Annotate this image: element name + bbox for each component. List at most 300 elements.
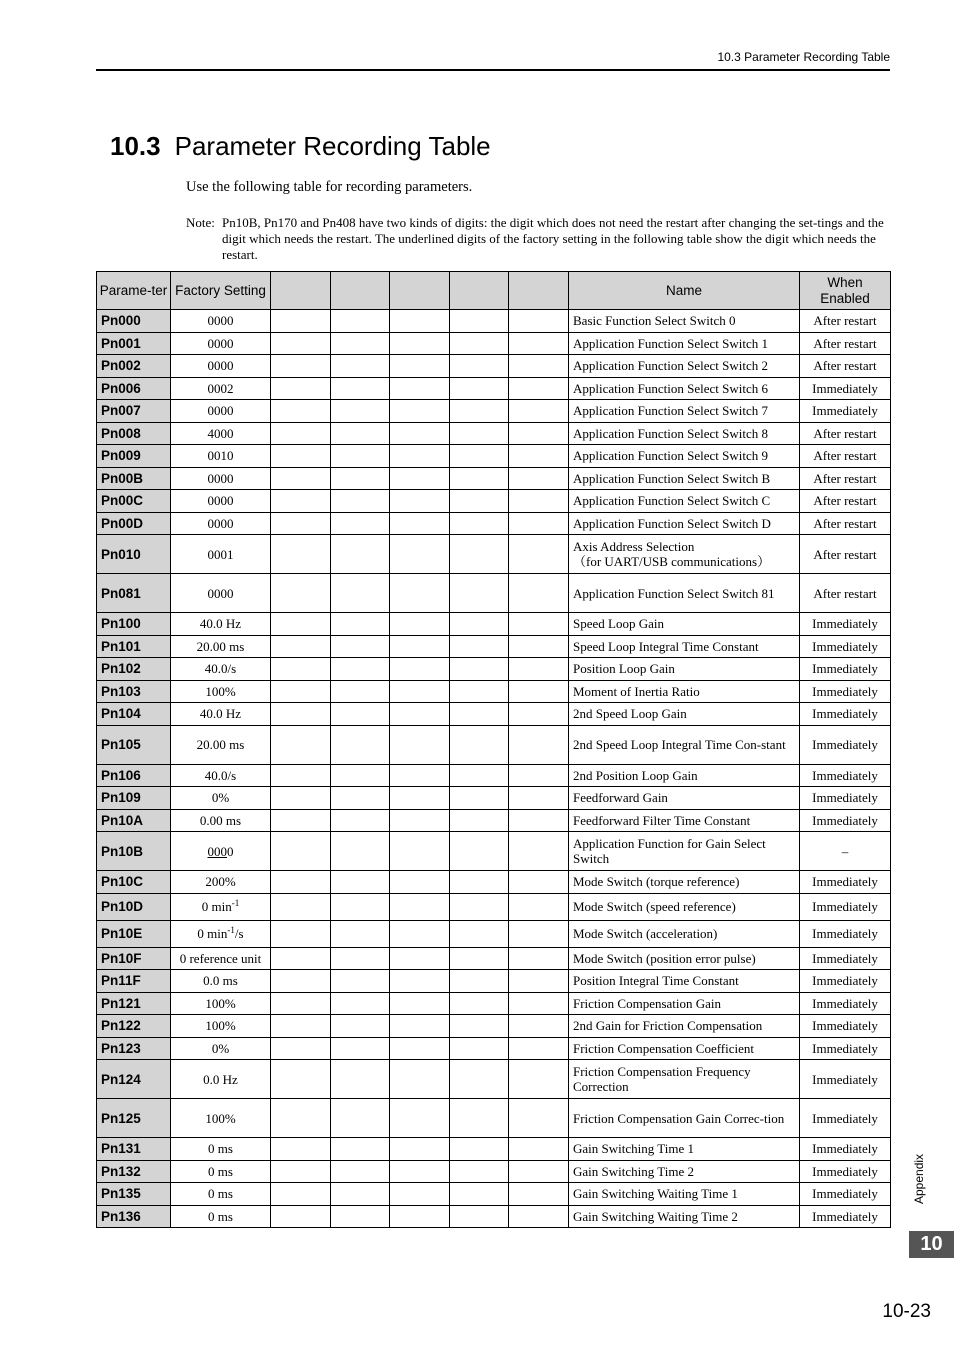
record-cell: [450, 377, 509, 400]
record-cell: [271, 490, 331, 513]
parameter-cell: Pn10A: [97, 809, 171, 832]
record-cell: [390, 1037, 450, 1060]
header-blank: [271, 272, 331, 310]
record-cell: [450, 871, 509, 894]
factory-setting-cell: 0000: [171, 332, 271, 355]
factory-setting-cell: 0000: [171, 400, 271, 423]
factory-setting-cell: 20.00 ms: [171, 635, 271, 658]
record-cell: [390, 725, 450, 764]
record-cell: [331, 377, 390, 400]
record-cell: [509, 467, 569, 490]
record-cell: [271, 787, 331, 810]
record-cell: [331, 764, 390, 787]
record-cell: [390, 635, 450, 658]
table-row: [97, 332, 891, 355]
record-cell: [271, 680, 331, 703]
when-enabled-cell: After restart: [800, 445, 891, 468]
when-enabled-cell: After restart: [800, 535, 891, 574]
record-cell: [390, 310, 450, 333]
record-cell: [509, 332, 569, 355]
record-cell: [450, 422, 509, 445]
factory-setting-cell: 40.0 Hz: [171, 613, 271, 636]
parameter-cell: Pn009: [97, 445, 171, 468]
record-cell: [331, 1138, 390, 1161]
header-blank: [509, 272, 569, 310]
record-cell: [331, 992, 390, 1015]
record-cell: [390, 1060, 450, 1099]
record-cell: [390, 377, 450, 400]
record-cell: [509, 970, 569, 993]
parameter-cell: Pn010: [97, 535, 171, 574]
table-row: [97, 871, 891, 894]
table-row: [97, 490, 891, 513]
name-cell: Application Function Select Switch B: [569, 467, 800, 490]
record-cell: [450, 893, 509, 920]
when-enabled-cell: Immediately: [800, 787, 891, 810]
record-cell: [331, 893, 390, 920]
section-number: 10.3: [110, 131, 161, 161]
record-cell: [450, 1138, 509, 1161]
factory-setting-cell: 4000: [171, 422, 271, 445]
parameter-cell: Pn123: [97, 1037, 171, 1060]
parameter-cell: Pn10D: [97, 893, 171, 920]
header-blank: [331, 272, 390, 310]
parameter-cell: Pn125: [97, 1099, 171, 1138]
record-cell: [509, 1138, 569, 1161]
record-cell: [331, 1205, 390, 1228]
table-row: [97, 725, 891, 764]
when-enabled-cell: After restart: [800, 467, 891, 490]
parameter-cell: Pn105: [97, 725, 171, 764]
table-row: [97, 1060, 891, 1099]
name-cell: Application Function Select Switch D: [569, 512, 800, 535]
record-cell: [390, 809, 450, 832]
record-cell: [331, 970, 390, 993]
table-row: [97, 1099, 891, 1138]
when-enabled-cell: Immediately: [800, 893, 891, 920]
parameter-cell: Pn007: [97, 400, 171, 423]
intro-text: Use the following table for recording parameters.: [186, 179, 473, 195]
record-cell: [450, 1015, 509, 1038]
parameter-cell: Pn136: [97, 1205, 171, 1228]
parameter-cell: Pn100: [97, 613, 171, 636]
factory-setting-cell: 0 ms: [171, 1160, 271, 1183]
when-enabled-cell: After restart: [800, 422, 891, 445]
record-cell: [450, 332, 509, 355]
record-cell: [271, 467, 331, 490]
record-cell: [450, 809, 509, 832]
factory-setting-cell: 0 ms: [171, 1205, 271, 1228]
factory-setting-cell: 40.0 Hz: [171, 703, 271, 726]
record-cell: [390, 680, 450, 703]
factory-setting-cell: 0000: [171, 574, 271, 613]
table-row: [97, 1037, 891, 1060]
record-cell: [271, 764, 331, 787]
parameter-cell: Pn104: [97, 703, 171, 726]
record-cell: [271, 725, 331, 764]
name-cell: 2nd Speed Loop Integral Time Con-stant: [569, 725, 800, 764]
record-cell: [509, 832, 569, 871]
when-enabled-cell: Immediately: [800, 658, 891, 681]
record-cell: [271, 535, 331, 574]
record-cell: [450, 680, 509, 703]
parameter-cell: Pn132: [97, 1160, 171, 1183]
record-cell: [509, 445, 569, 468]
name-cell: Gain Switching Waiting Time 1: [569, 1183, 800, 1206]
name-cell: Position Loop Gain: [569, 658, 800, 681]
record-cell: [331, 490, 390, 513]
when-enabled-cell: Immediately: [800, 635, 891, 658]
record-cell: [331, 1183, 390, 1206]
record-cell: [271, 809, 331, 832]
record-cell: [331, 1099, 390, 1138]
record-cell: [271, 1205, 331, 1228]
section-title: [110, 131, 491, 162]
record-cell: [450, 490, 509, 513]
record-cell: [271, 445, 331, 468]
factory-setting-cell: 200%: [171, 871, 271, 894]
record-cell: [271, 871, 331, 894]
record-cell: [509, 512, 569, 535]
when-enabled-cell: After restart: [800, 512, 891, 535]
record-cell: [331, 512, 390, 535]
name-cell: Moment of Inertia Ratio: [569, 680, 800, 703]
factory-setting-cell: 0%: [171, 1037, 271, 1060]
record-cell: [331, 809, 390, 832]
factory-setting-cell: 0%: [171, 787, 271, 810]
table-row: [97, 1138, 891, 1161]
when-enabled-cell: Immediately: [800, 1037, 891, 1060]
record-cell: [390, 355, 450, 378]
parameter-cell: Pn10C: [97, 871, 171, 894]
parameter-cell: Pn10F: [97, 947, 171, 970]
record-cell: [390, 947, 450, 970]
name-cell: Basic Function Select Switch 0: [569, 310, 800, 333]
table-row: [97, 400, 891, 423]
record-cell: [271, 1183, 331, 1206]
record-cell: [450, 445, 509, 468]
table-row: [97, 787, 891, 810]
record-cell: [509, 355, 569, 378]
record-cell: [331, 680, 390, 703]
record-cell: [271, 1037, 331, 1060]
record-cell: [331, 871, 390, 894]
factory-setting-cell: 0000: [171, 467, 271, 490]
record-cell: [331, 635, 390, 658]
factory-setting-cell: 0 ms: [171, 1138, 271, 1161]
header-parameter: Parame-ter: [97, 272, 171, 310]
when-enabled-cell: Immediately: [800, 920, 891, 947]
name-cell: Application Function Select Switch 2: [569, 355, 800, 378]
table-row: [97, 574, 891, 613]
record-cell: [271, 1099, 331, 1138]
when-enabled-cell: Immediately: [800, 400, 891, 423]
table-row: [97, 613, 891, 636]
when-enabled-cell: Immediately: [800, 947, 891, 970]
record-cell: [271, 332, 331, 355]
name-cell: Speed Loop Gain: [569, 613, 800, 636]
header-blank: [390, 272, 450, 310]
factory-setting-cell: 0000: [171, 512, 271, 535]
when-enabled-cell: Immediately: [800, 764, 891, 787]
factory-setting-cell: 20.00 ms: [171, 725, 271, 764]
parameter-cell: Pn106: [97, 764, 171, 787]
when-enabled-cell: After restart: [800, 355, 891, 378]
parameter-cell: Pn001: [97, 332, 171, 355]
record-cell: [331, 332, 390, 355]
when-enabled-cell: After restart: [800, 574, 891, 613]
factory-setting-cell: 0 reference unit: [171, 947, 271, 970]
table-row: [97, 512, 891, 535]
table-row: [97, 1015, 891, 1038]
table-row: [97, 310, 891, 333]
table-row: [97, 658, 891, 681]
record-cell: [331, 422, 390, 445]
record-cell: [271, 512, 331, 535]
record-cell: [390, 1099, 450, 1138]
table-row: [97, 422, 891, 445]
record-cell: [331, 1015, 390, 1038]
table-row: [97, 992, 891, 1015]
factory-setting-cell: 40.0/s: [171, 764, 271, 787]
record-cell: [271, 703, 331, 726]
record-cell: [390, 764, 450, 787]
record-cell: [331, 832, 390, 871]
record-cell: [450, 764, 509, 787]
record-cell: [509, 787, 569, 810]
record-cell: [450, 1099, 509, 1138]
record-cell: [390, 574, 450, 613]
record-cell: [450, 355, 509, 378]
factory-setting-cell: 100%: [171, 1015, 271, 1038]
factory-setting-cell: 0.00 ms: [171, 809, 271, 832]
record-cell: [331, 658, 390, 681]
record-cell: [390, 445, 450, 468]
record-cell: [509, 1037, 569, 1060]
record-cell: [390, 422, 450, 445]
record-cell: [271, 947, 331, 970]
name-line: Axis Address Selection: [573, 539, 695, 554]
parameter-cell: Pn006: [97, 377, 171, 400]
record-cell: [509, 422, 569, 445]
parameter-cell: Pn002: [97, 355, 171, 378]
record-cell: [450, 1205, 509, 1228]
record-cell: [450, 400, 509, 423]
record-cell: [271, 832, 331, 871]
name-cell: 2nd Position Loop Gain: [569, 764, 800, 787]
name-cell: Application Function Select Switch 8: [569, 422, 800, 445]
record-cell: [509, 725, 569, 764]
factory-setting-cell: 0000: [171, 355, 271, 378]
name-cell: Gain Switching Waiting Time 2: [569, 1205, 800, 1228]
record-cell: [509, 1183, 569, 1206]
table-row: [97, 764, 891, 787]
parameter-cell: Pn10E: [97, 920, 171, 947]
table-row: [97, 893, 891, 920]
parameter-cell: Pn101: [97, 635, 171, 658]
factory-setting-cell: 0010: [171, 445, 271, 468]
name-cell: Mode Switch (acceleration): [569, 920, 800, 947]
chapter-tab: 10: [909, 1231, 954, 1258]
record-cell: [331, 1060, 390, 1099]
when-enabled-cell: Immediately: [800, 992, 891, 1015]
when-enabled-cell: Immediately: [800, 1160, 891, 1183]
record-cell: [450, 1037, 509, 1060]
name-cell: Application Function Select Switch 6: [569, 377, 800, 400]
record-cell: [271, 658, 331, 681]
parameter-cell: Pn109: [97, 787, 171, 810]
record-cell: [331, 725, 390, 764]
name-cell: Application Function Select Switch 81: [569, 574, 800, 613]
table-row: [97, 832, 891, 871]
factory-setting-cell: 0002: [171, 377, 271, 400]
record-cell: [390, 1138, 450, 1161]
fs-base: 0 min: [197, 926, 228, 941]
factory-setting-cell: 0 ms: [171, 1183, 271, 1206]
record-cell: [450, 703, 509, 726]
parameter-cell: Pn081: [97, 574, 171, 613]
name-cell: Friction Compensation Frequency Correction: [569, 1060, 800, 1099]
table-row: [97, 947, 891, 970]
factory-setting-cell: 100%: [171, 680, 271, 703]
record-cell: [509, 400, 569, 423]
when-enabled-cell: Immediately: [800, 725, 891, 764]
header-name: Name: [569, 272, 800, 310]
record-cell: [331, 310, 390, 333]
record-cell: [271, 893, 331, 920]
factory-setting-cell: 40.0/s: [171, 658, 271, 681]
factory-setting-cell: 0001: [171, 535, 271, 574]
factory-setting-cell: 0.0 Hz: [171, 1060, 271, 1099]
record-cell: [390, 512, 450, 535]
record-cell: [450, 920, 509, 947]
parameter-cell: Pn131: [97, 1138, 171, 1161]
record-cell: [450, 1060, 509, 1099]
parameter-cell: Pn008: [97, 422, 171, 445]
record-cell: [450, 635, 509, 658]
name-cell: Application Function Select Switch C: [569, 490, 800, 513]
table-row: [97, 970, 891, 993]
record-cell: [509, 1160, 569, 1183]
note: [186, 215, 886, 263]
name-cell: Mode Switch (speed reference): [569, 893, 800, 920]
when-enabled-cell: Immediately: [800, 613, 891, 636]
record-cell: [331, 355, 390, 378]
record-cell: [509, 703, 569, 726]
table-row: [97, 1205, 891, 1228]
parameter-cell: Pn10B: [97, 832, 171, 871]
fs-tail: /s: [234, 926, 244, 941]
parameter-cell: Pn00C: [97, 490, 171, 513]
record-cell: [331, 920, 390, 947]
when-enabled-cell: After restart: [800, 310, 891, 333]
record-cell: [390, 1015, 450, 1038]
record-cell: [390, 920, 450, 947]
name-cell: Friction Compensation Gain Correc-tion: [569, 1099, 800, 1138]
table-row: [97, 535, 891, 574]
name-cell: Application Function for Gain Select Switch: [569, 832, 800, 871]
record-cell: [509, 947, 569, 970]
record-cell: [450, 310, 509, 333]
record-cell: [390, 992, 450, 1015]
fs-base: 0 min: [201, 899, 232, 914]
record-cell: [390, 658, 450, 681]
name-cell: Gain Switching Time 1: [569, 1138, 800, 1161]
name-cell: Friction Compensation Coefficient: [569, 1037, 800, 1060]
name-cell: Friction Compensation Gain: [569, 992, 800, 1015]
table-row: [97, 467, 891, 490]
name-cell: Feedforward Filter Time Constant: [569, 809, 800, 832]
record-cell: [509, 310, 569, 333]
record-cell: [271, 920, 331, 947]
parameter-cell: Pn00B: [97, 467, 171, 490]
when-enabled-cell: Immediately: [800, 377, 891, 400]
record-cell: [331, 535, 390, 574]
table-row: [97, 635, 891, 658]
record-cell: [390, 1205, 450, 1228]
record-cell: [450, 613, 509, 636]
record-cell: [331, 445, 390, 468]
record-cell: [450, 970, 509, 993]
when-enabled-cell: Immediately: [800, 1183, 891, 1206]
fs-exponent: -1: [227, 925, 235, 935]
factory-setting-cell: 0000: [171, 490, 271, 513]
record-cell: [509, 635, 569, 658]
when-enabled-cell: Immediately: [800, 871, 891, 894]
record-cell: [390, 535, 450, 574]
record-cell: [390, 332, 450, 355]
record-cell: [271, 1060, 331, 1099]
record-cell: [390, 400, 450, 423]
record-cell: [450, 467, 509, 490]
record-cell: [509, 764, 569, 787]
when-enabled-cell: Immediately: [800, 1015, 891, 1038]
record-cell: [509, 809, 569, 832]
factory-setting-cell: [171, 920, 271, 947]
header-blank: [450, 272, 509, 310]
parameter-cell: Pn121: [97, 992, 171, 1015]
when-enabled-cell: Immediately: [800, 680, 891, 703]
record-cell: [331, 1037, 390, 1060]
table-row: [97, 355, 891, 378]
when-enabled-cell: –: [800, 832, 891, 871]
parameter-cell: Pn11F: [97, 970, 171, 993]
record-cell: [331, 787, 390, 810]
record-cell: [509, 1015, 569, 1038]
record-cell: [450, 512, 509, 535]
note-label: Note:: [186, 215, 215, 230]
record-cell: [450, 832, 509, 871]
section-title-text: Parameter Recording Table: [174, 131, 491, 161]
record-cell: [509, 1060, 569, 1099]
record-cell: [390, 970, 450, 993]
name-cell: 2nd Gain for Friction Compensation: [569, 1015, 800, 1038]
immediate-digit: 0: [227, 843, 234, 859]
record-cell: [509, 613, 569, 636]
name-cell: Mode Switch (torque reference): [569, 871, 800, 894]
record-cell: [331, 400, 390, 423]
record-cell: [390, 490, 450, 513]
name-cell: Application Function Select Switch 7: [569, 400, 800, 423]
record-cell: [390, 1183, 450, 1206]
name-line: （for UART/USB communications）: [573, 554, 771, 569]
record-cell: [390, 1160, 450, 1183]
record-cell: [509, 490, 569, 513]
record-cell: [509, 1205, 569, 1228]
table-row: [97, 377, 891, 400]
page-number: 10-23: [882, 1301, 931, 1322]
record-cell: [390, 613, 450, 636]
